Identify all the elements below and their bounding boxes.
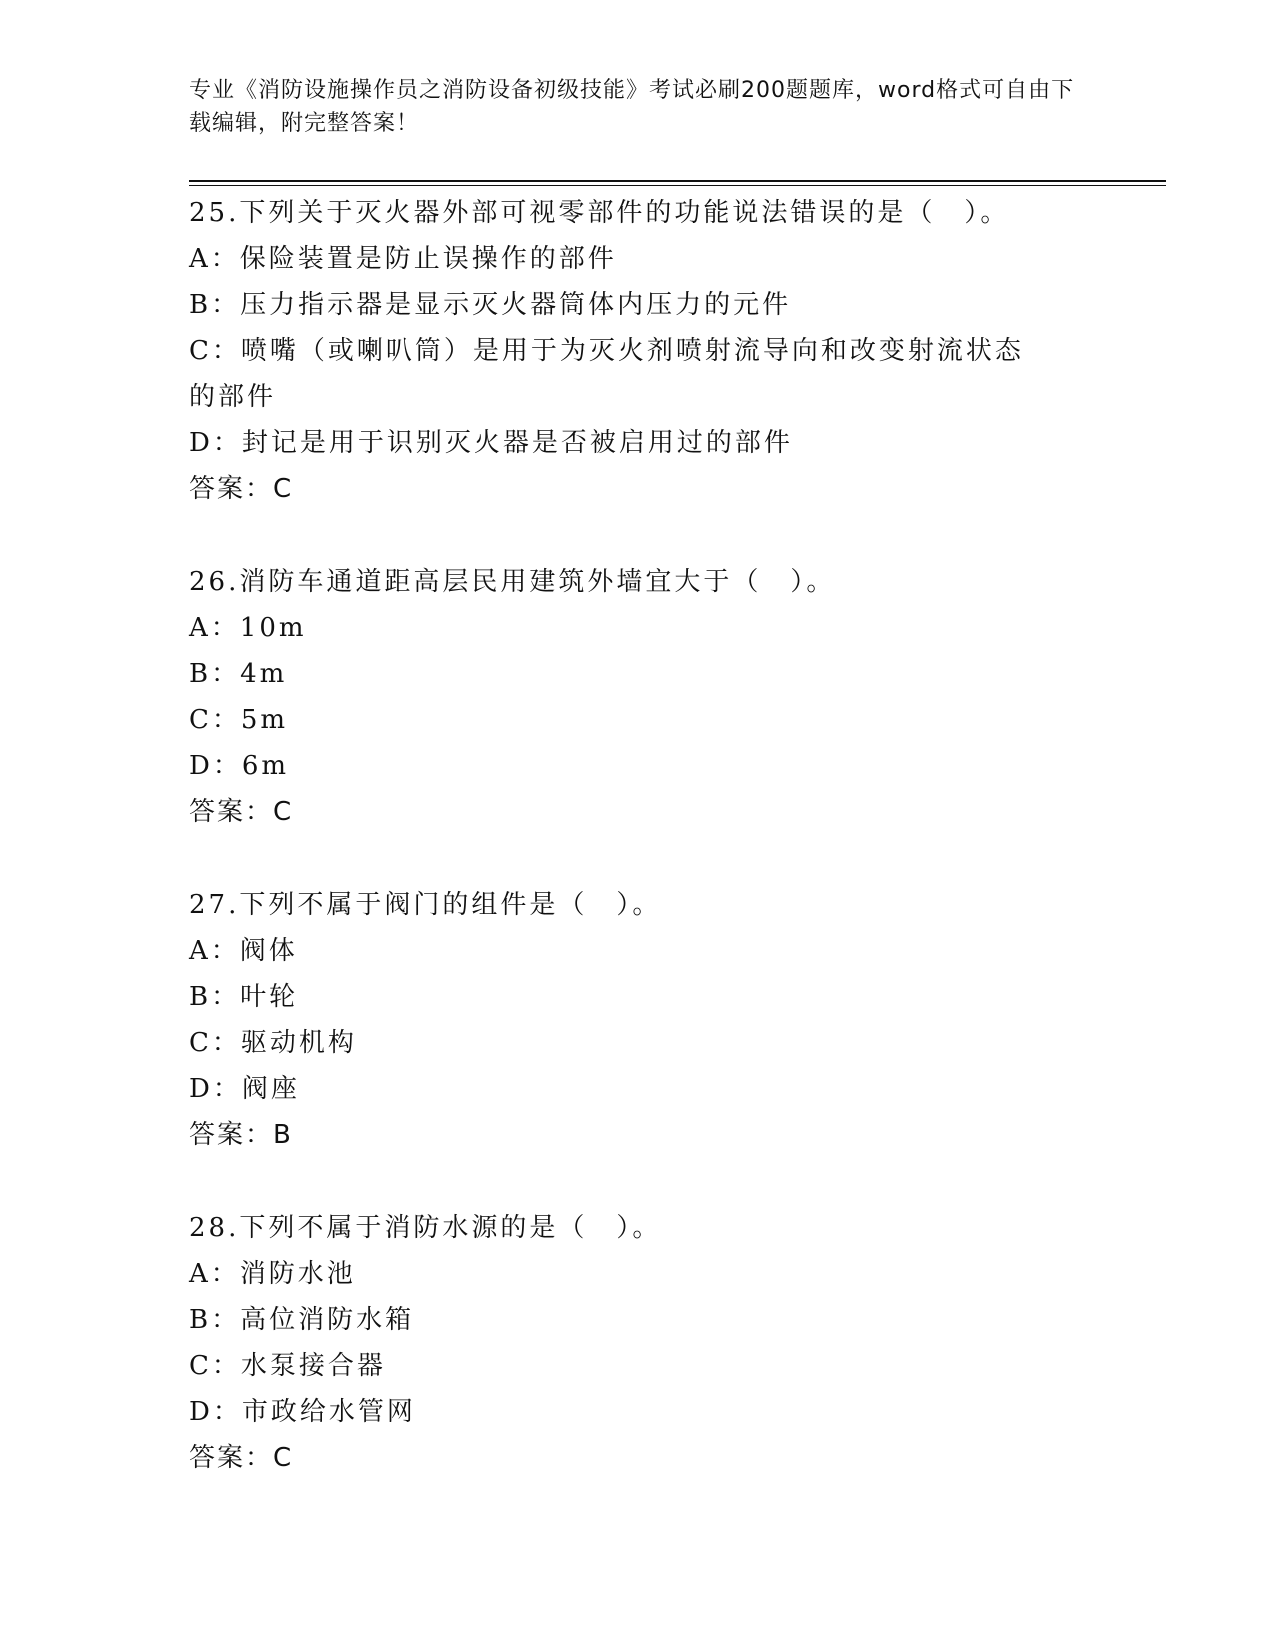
question-25 (189, 190, 1089, 512)
answer: 答案：B (189, 1120, 293, 1150)
question-stem: 26.消防车通道距高层民用建筑外墙宜大于（ ）。 (189, 567, 836, 597)
question-28 (189, 1205, 1089, 1481)
option-a: A：保险装置是防止误操作的部件 (189, 244, 617, 274)
question-stem: 25.下列关于灭火器外部可视零部件的功能说法错误的是（ ）。 (189, 198, 1010, 228)
option-d: D：6m (189, 751, 290, 781)
question-stem: 28.下列不属于消防水源的是（ ）。 (189, 1213, 662, 1243)
question-27 (189, 882, 1089, 1158)
answer: 答案：C (189, 474, 294, 504)
option-c: C：5m (189, 705, 289, 735)
document-header: 专业《消防设施操作员之消防设备初级技能》考试必刷200题题库，word格式可自由下载编辑，附完整答案！ (189, 78, 1075, 136)
option-c: C：驱动机构 (189, 1028, 357, 1058)
option-d: D：市政给水管网 (189, 1397, 416, 1427)
header-divider-thick (189, 180, 1166, 182)
option-d: D：封记是用于识别灭火器是否被启用过的部件 (189, 428, 793, 458)
option-a: A：消防水池 (189, 1259, 356, 1289)
option-b: B：压力指示器是显示灭火器筒体内压力的元件 (189, 290, 792, 320)
option-c: C：喷嘴（或喇叭筒）是用于为灭火剂喷射流导向和改变射流状态的部件 (189, 336, 1024, 412)
answer: 答案：C (189, 797, 294, 827)
question-list (189, 190, 1089, 1528)
option-b: B：叶轮 (189, 982, 299, 1012)
option-b: B：高位消防水箱 (189, 1305, 415, 1335)
question-26 (189, 559, 1089, 835)
option-d: D：阀座 (189, 1074, 300, 1104)
answer: 答案：C (189, 1443, 294, 1473)
option-a: A：阀体 (189, 936, 298, 966)
option-c: C：水泵接合器 (189, 1351, 386, 1381)
option-a: A：10m (189, 613, 307, 643)
header-divider-thin (189, 185, 1166, 186)
option-b: B：4m (189, 659, 288, 689)
question-stem: 27.下列不属于阀门的组件是（ ）。 (189, 890, 662, 920)
